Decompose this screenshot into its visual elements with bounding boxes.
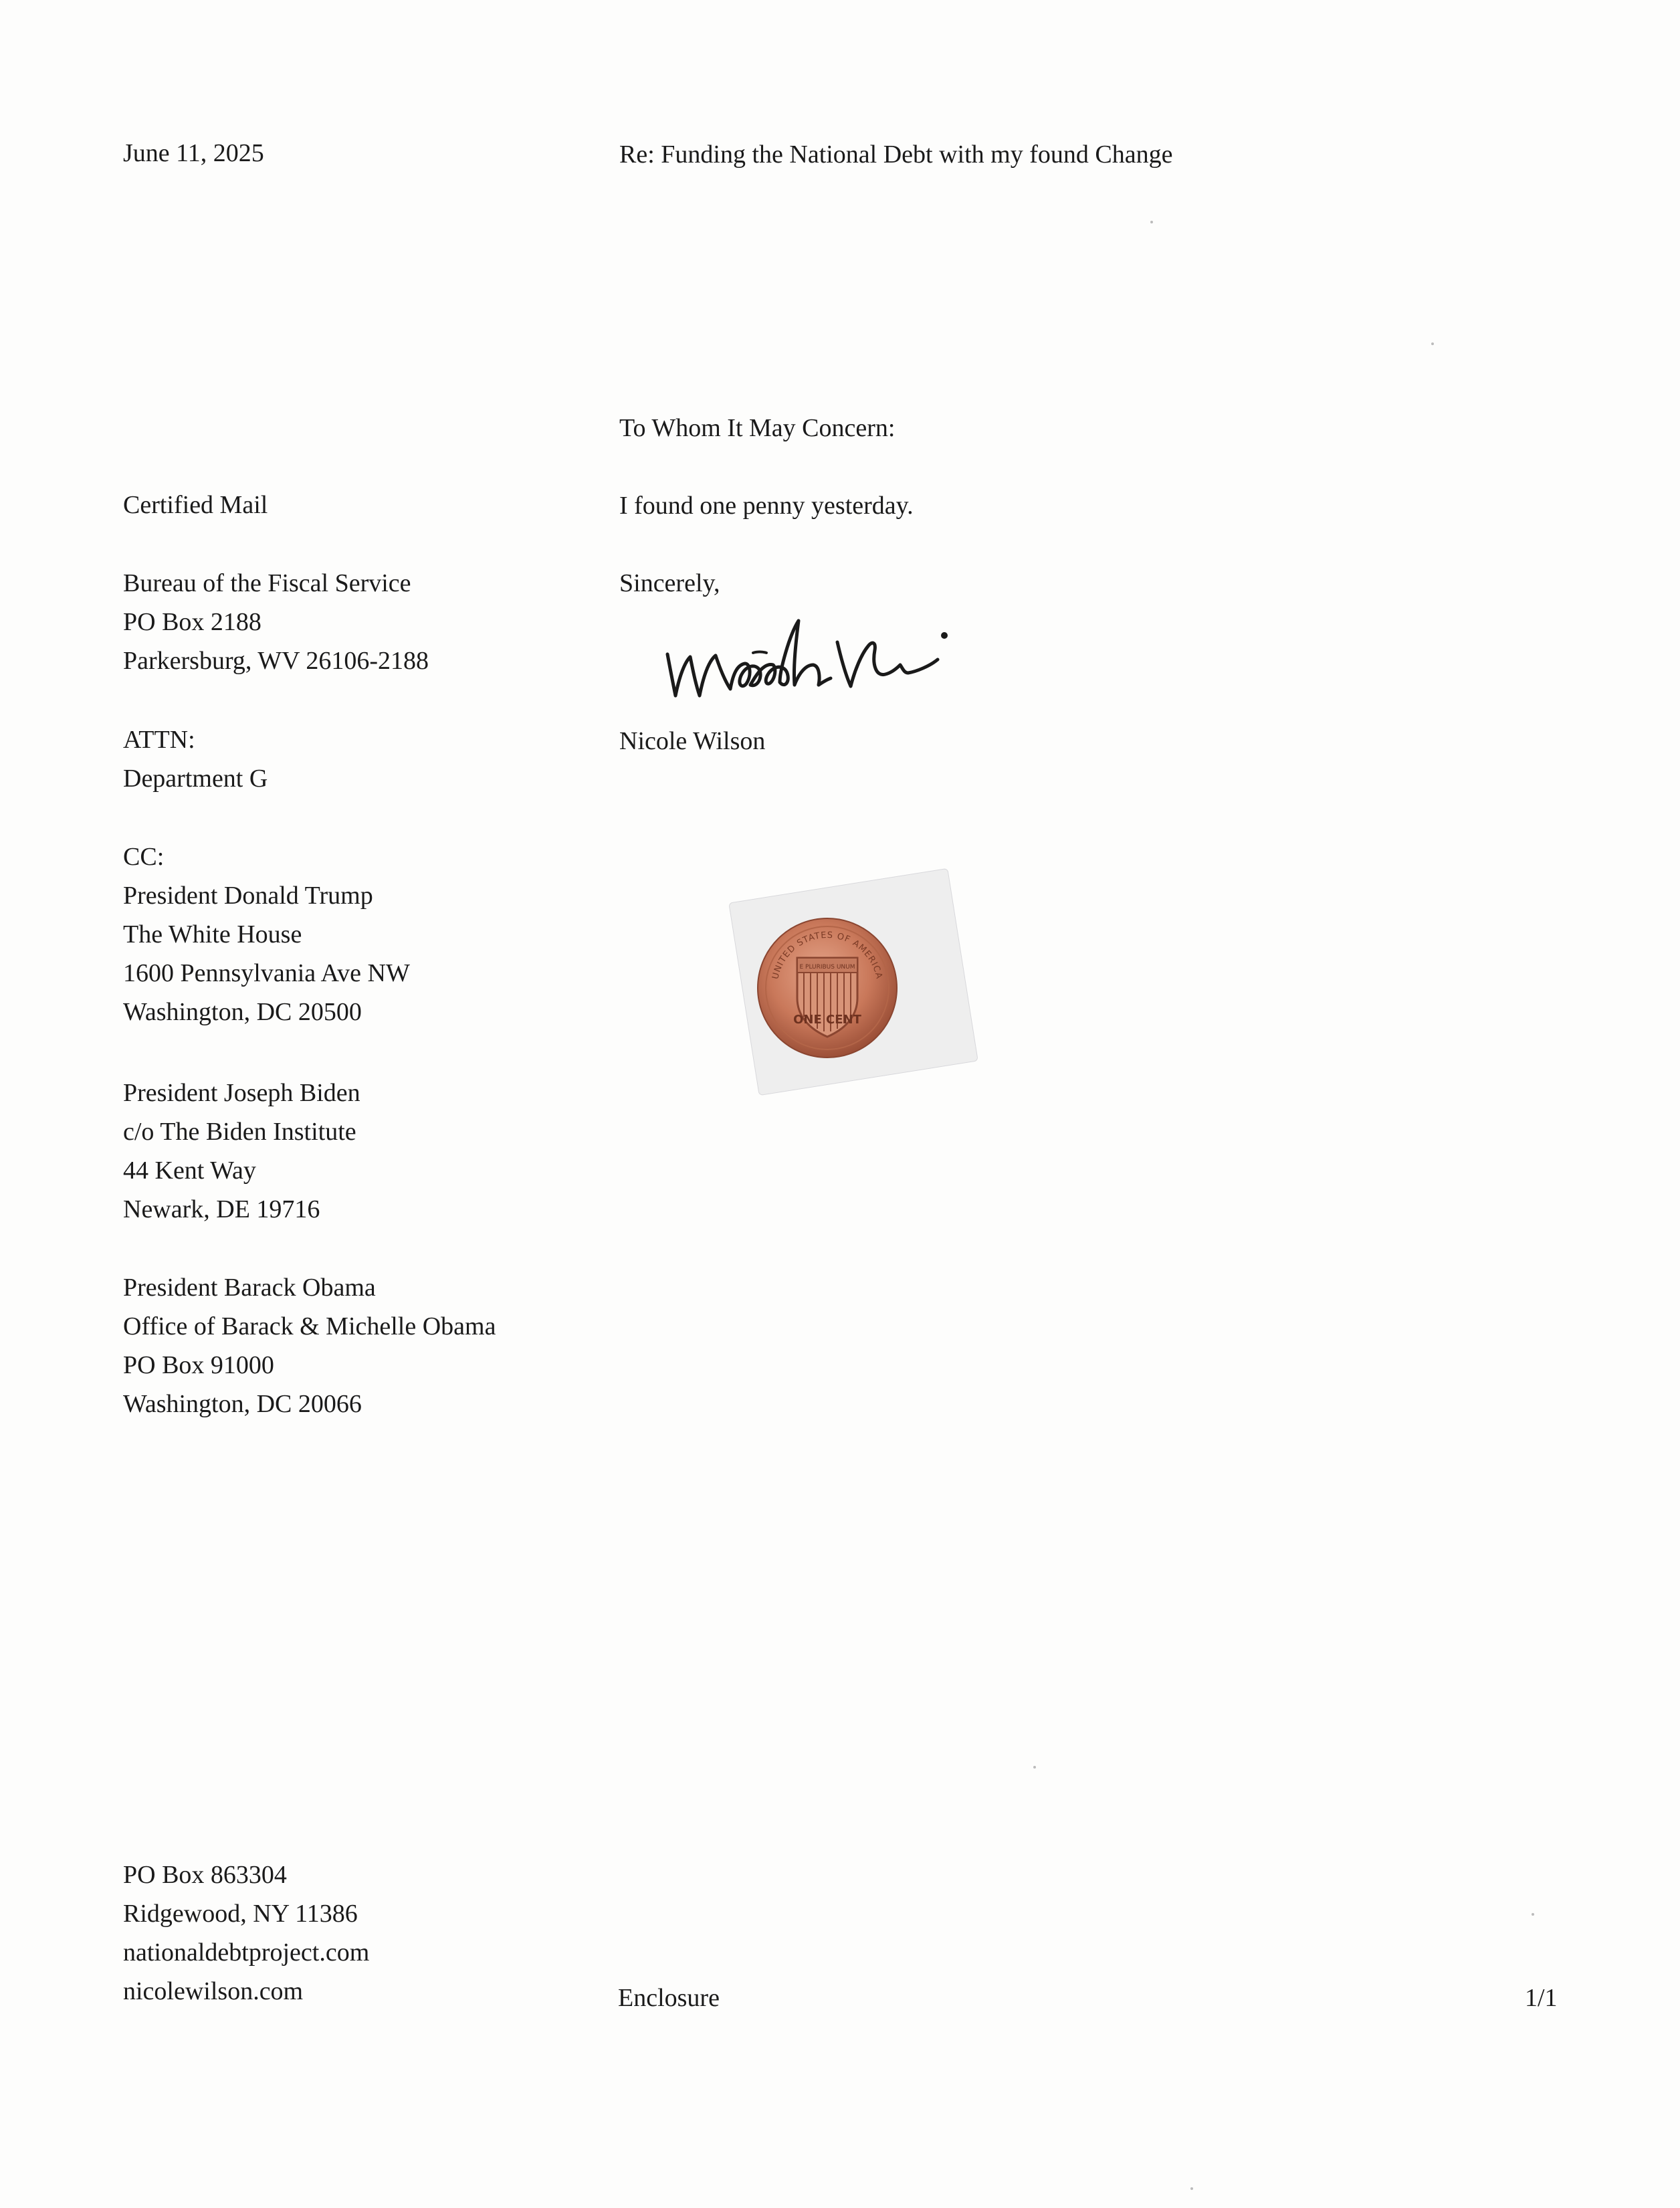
address-line: President Barack Obama <box>123 1274 376 1302</box>
scan-speck <box>1033 1766 1036 1769</box>
address-line: Ridgewood, NY 11386 <box>123 1900 358 1928</box>
coin-text-bottom: ONE CENT <box>793 1013 861 1027</box>
address-line: PO Box 91000 <box>123 1351 274 1379</box>
address-line: Newark, DE 19716 <box>123 1195 320 1223</box>
salutation: To Whom It May Concern: <box>619 414 896 442</box>
attn-label: ATTN: <box>123 726 195 754</box>
enclosure-note: Enclosure <box>618 1984 720 2012</box>
address-line: PO Box 863304 <box>123 1861 287 1889</box>
address-line: Washington, DC 20066 <box>123 1390 362 1418</box>
address-line: Bureau of the Fiscal Service <box>123 569 411 597</box>
attn-value: Department G <box>123 765 268 793</box>
handwritten-signature <box>655 595 983 709</box>
address-line: 44 Kent Way <box>123 1157 256 1185</box>
coin-text-top: UNITED STATES OF AMERICA <box>770 930 884 981</box>
scan-speck <box>1431 342 1434 345</box>
website-link: nicolewilson.com <box>123 1977 304 2005</box>
sender-address <box>123 1855 369 2011</box>
cc-label: CC: <box>123 843 165 871</box>
letter-subject: Re: Funding the National Debt with my found Change <box>619 140 1173 169</box>
address-line: 1600 Pennsylvania Ave NW <box>123 959 410 987</box>
address-line: Office of Barack & Michelle Obama <box>123 1312 496 1340</box>
address-line: Washington, DC 20500 <box>123 998 362 1026</box>
address-line: President Joseph Biden <box>123 1079 360 1107</box>
address-line: President Donald Trump <box>123 882 373 910</box>
recipient-address <box>123 564 429 680</box>
cc-recipient-address <box>123 876 410 1031</box>
address-line: Parkersburg, WV 26106-2188 <box>123 647 429 675</box>
scan-speck <box>1532 1913 1534 1916</box>
cc-recipient-address <box>123 1268 496 1423</box>
website-link: nationaldebtproject.com <box>123 1938 370 1967</box>
letter-date: June 11, 2025 <box>123 139 264 167</box>
coin-shield-text: E PLURIBUS UNUM <box>799 964 855 971</box>
attention-block <box>123 720 268 798</box>
letter-body: I found one penny yesterday. <box>619 492 914 520</box>
delivery-method: Certified Mail <box>123 491 268 519</box>
closing: Sincerely, <box>619 569 720 597</box>
penny-coin-icon <box>756 916 900 1060</box>
scan-speck <box>1150 221 1153 223</box>
address-line: PO Box 2188 <box>123 608 261 636</box>
cc-recipient-address <box>123 1074 360 1229</box>
signer-name: Nicole Wilson <box>619 727 766 755</box>
page-number: 1/1 <box>1525 1984 1558 2012</box>
address-line: c/o The Biden Institute <box>123 1118 356 1146</box>
scan-speck <box>1190 2187 1193 2190</box>
address-line: The White House <box>123 920 302 948</box>
